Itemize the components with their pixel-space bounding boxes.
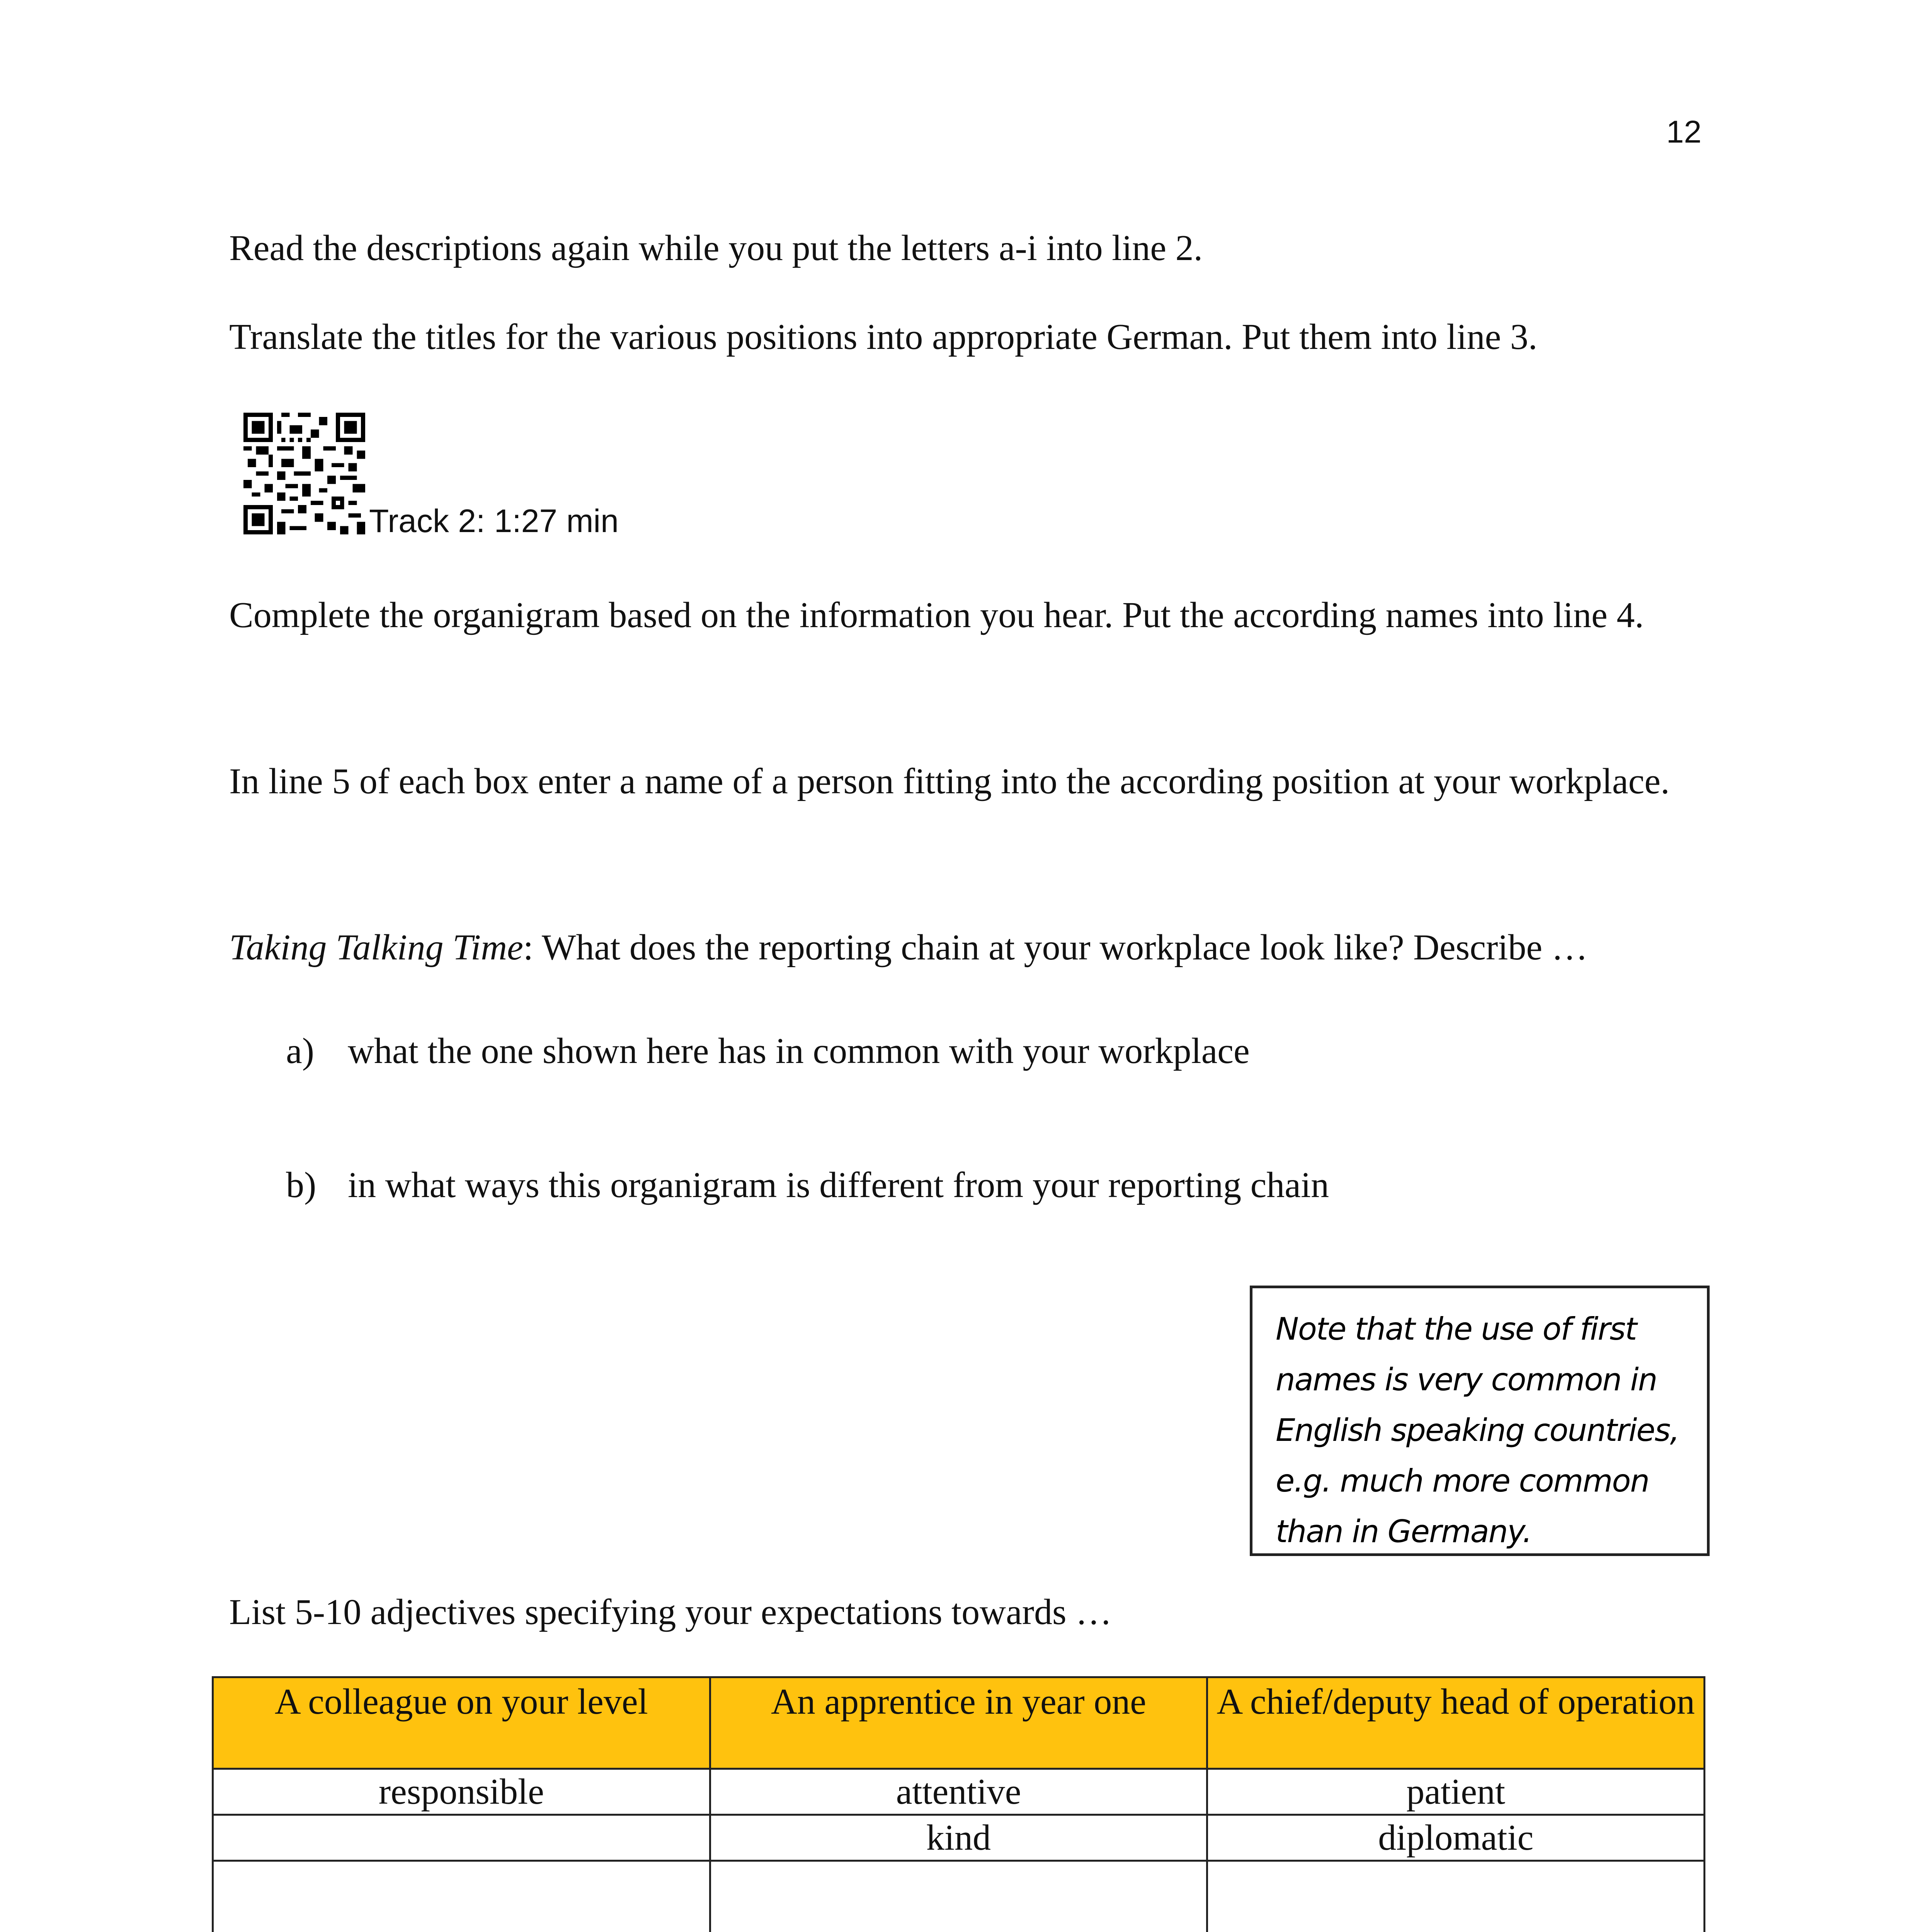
instruction-read: Read the descriptions again while you put the letters a-i into line 2. [229, 228, 1203, 268]
column-header: An apprentice in year one [710, 1677, 1207, 1769]
table-cell[interactable] [213, 1861, 710, 1932]
list-item [286, 1162, 1329, 1208]
column-header: A chief/deputy head of operation [1207, 1677, 1705, 1769]
note-line: than in Germany. [1276, 1514, 1531, 1549]
list-marker: a) [286, 1031, 315, 1071]
talking-time-prompt [229, 914, 1713, 981]
adjectives-instruction: List 5-10 adjectives specifying your expectations towards … [229, 1592, 1112, 1632]
table-cell[interactable] [1207, 1861, 1705, 1932]
qr-code-icon[interactable] [243, 413, 365, 534]
note-line: Note that the use of first [1276, 1311, 1637, 1347]
table-row [213, 1861, 1705, 1932]
note-line: names is very common in [1276, 1362, 1657, 1398]
table-cell[interactable] [213, 1815, 710, 1861]
table-cell[interactable]: responsible [213, 1769, 710, 1815]
instruction-translate: Translate the titles for the various positions into appropriate German. Put them into line 3. [229, 317, 1538, 357]
list-item-text: in what ways this organigram is different from your reporting chain [348, 1165, 1329, 1205]
table-cell[interactable]: attentive [710, 1769, 1207, 1815]
instruction-complete: Complete the organigram based on the information you hear. Put the according names into line 4. [229, 595, 1644, 635]
table-cell[interactable]: kind [710, 1815, 1207, 1861]
list-marker: b) [286, 1165, 316, 1205]
table-header-row [213, 1677, 1705, 1769]
table-row [213, 1815, 1705, 1861]
table-cell[interactable] [710, 1861, 1207, 1932]
talking-time-text: : What does the reporting chain at your workplace look like? Describe … [523, 927, 1588, 968]
table-cell[interactable]: patient [1207, 1769, 1705, 1815]
page-number: 12 [1666, 114, 1702, 150]
adjectives-table [212, 1676, 1705, 1932]
instruction-line5: In line 5 of each box enter a name of a person fitting into the according position at your workplace. [229, 761, 1670, 801]
note-line: e.g. much more common [1276, 1463, 1649, 1499]
column-header: A colleague on your level [213, 1677, 710, 1769]
track-label: Track 2: 1:27 min [369, 503, 619, 539]
note-box [1250, 1286, 1710, 1556]
list-item [286, 1028, 1250, 1074]
note-line: English speaking countries, [1276, 1412, 1679, 1448]
table-cell[interactable]: diplomatic [1207, 1815, 1705, 1861]
talking-time-title: Taking Talking Time [229, 927, 523, 968]
table-row [213, 1769, 1705, 1815]
list-item-text: what the one shown here has in common with your workplace [348, 1031, 1250, 1071]
